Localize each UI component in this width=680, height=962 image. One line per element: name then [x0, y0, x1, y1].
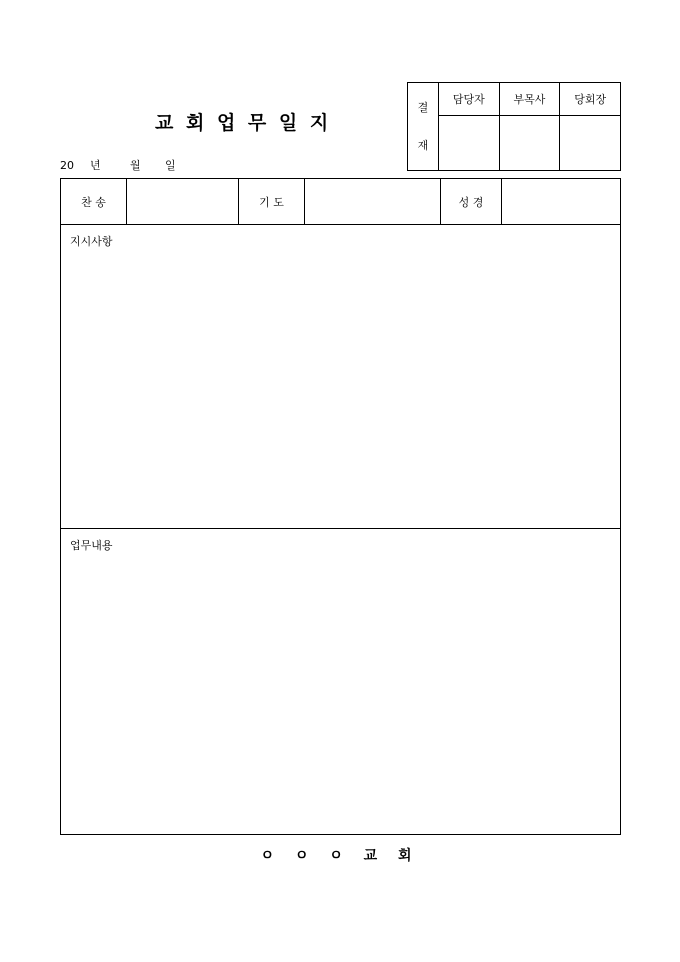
date-year-prefix: 20 [60, 159, 74, 172]
service-row [61, 179, 620, 225]
approval-sign-staff[interactable] [439, 116, 500, 171]
approval-label [408, 83, 439, 171]
approval-sign-session-chair[interactable] [560, 116, 621, 171]
instructions-section[interactable] [61, 225, 620, 529]
approval-role-staff: 담당자 [439, 83, 500, 116]
approval-label-bottom: 재 [417, 138, 429, 152]
scripture-label: 성 경 [440, 179, 501, 224]
church-name: ㅇ ㅇ ㅇ 교 회 [260, 848, 420, 864]
scripture-field[interactable] [501, 179, 620, 224]
approval-label-top: 결 [417, 100, 429, 114]
prayer-label: 기 도 [238, 179, 304, 224]
hymn-field[interactable] [126, 179, 238, 224]
date-day-label: 일 [165, 159, 176, 172]
approval-role-session-chair: 당회장 [560, 83, 621, 116]
date-month-label: 월 [130, 159, 141, 172]
document-title: 교 회 업 무 일 지 [155, 112, 332, 134]
approval-sign-associate-pastor[interactable] [499, 116, 560, 171]
approval-role-associate-pastor: 부목사 [499, 83, 560, 116]
date-line [60, 157, 176, 173]
prayer-field[interactable] [304, 179, 440, 224]
hymn-label: 찬 송 [81, 195, 106, 209]
work-label: 업무내용 [70, 539, 113, 552]
journal-form [60, 178, 621, 835]
approval-table [407, 82, 621, 171]
work-section[interactable] [61, 529, 620, 834]
instructions-label: 지시사항 [70, 235, 113, 248]
date-year-label: 년 [90, 159, 101, 172]
